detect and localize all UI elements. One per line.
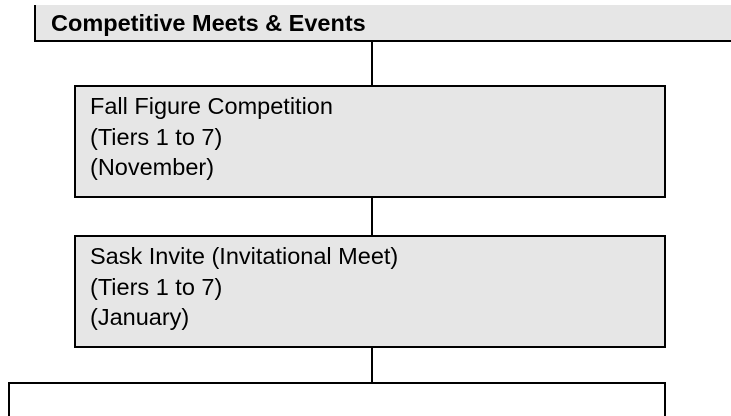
connector-line [371,198,373,235]
connector-line [371,42,373,85]
event-box-fall-figure [74,85,666,198]
event-name: Fall Figure Competition [90,93,333,119]
event-box-sask-invite [74,235,666,348]
event-name: Sask Invite (Invitational Meet) [90,243,399,269]
event-details [90,241,398,333]
event-box-empty [8,382,666,416]
event-tiers: (Tiers 1 to 7) [90,123,223,150]
event-month: (January) [90,304,190,330]
connector-line [371,348,373,382]
section-header [34,5,731,42]
event-month: (November) [90,154,215,180]
event-tiers: (Tiers 1 to 7) [90,273,223,300]
section-title: Competitive Meets & Events [51,10,366,36]
event-details [90,91,333,183]
